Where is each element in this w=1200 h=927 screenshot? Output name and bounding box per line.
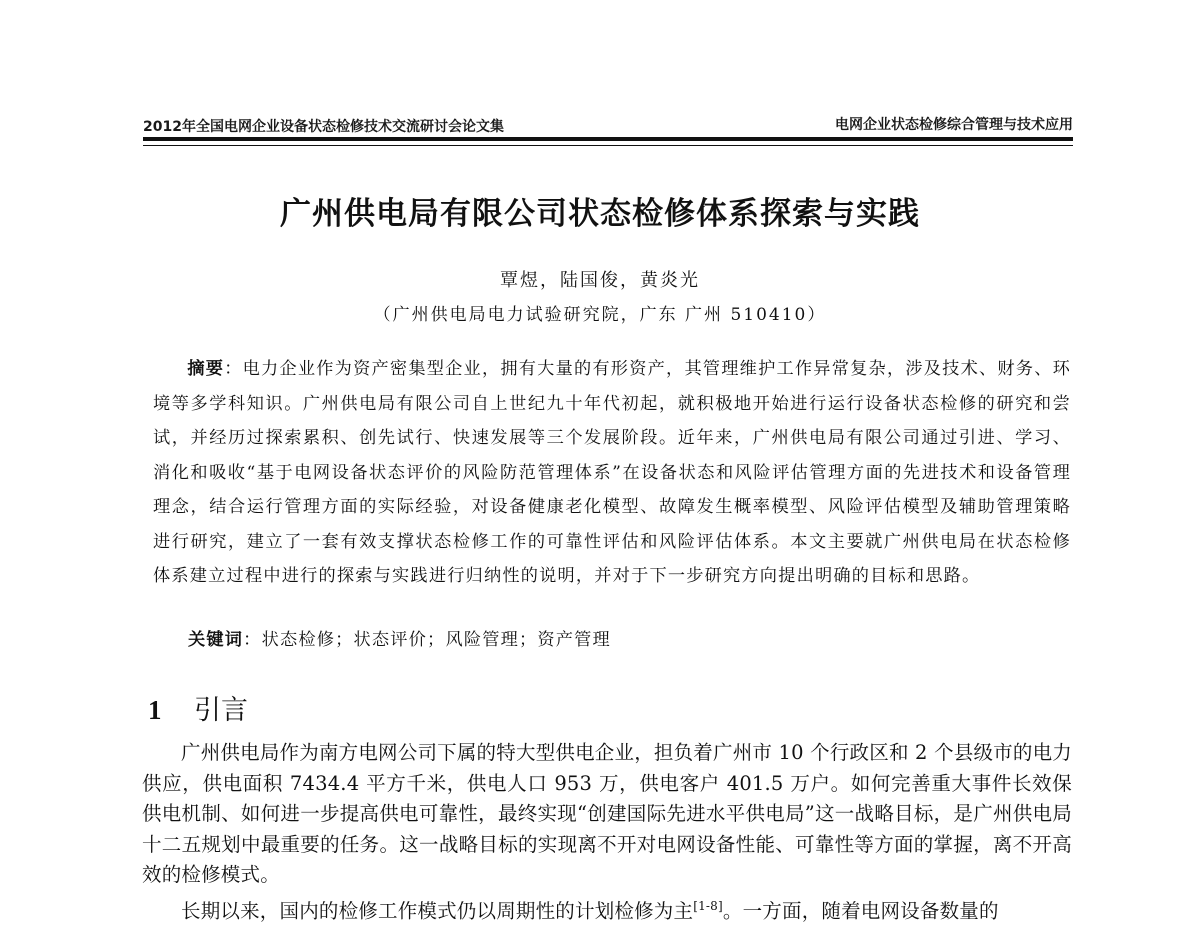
keywords-label: 关键词: [188, 630, 244, 650]
abstract-label-colon: ：: [224, 359, 243, 379]
header-rule-thin: [143, 145, 1073, 146]
header-rule-thick: [143, 137, 1073, 141]
paper-title: 广州供电局有限公司状态检修体系探索与实践: [280, 196, 920, 232]
paper-authors: 覃煜，陆国俊，黄炎光: [500, 270, 700, 291]
abstract: [153, 352, 1071, 594]
citation: [1-8]: [693, 898, 723, 913]
section-number: 1: [148, 695, 162, 725]
keywords-text: 状态检修；状态评价；风险管理；资产管理: [261, 630, 611, 650]
keywords: [188, 625, 611, 650]
paper-affiliation: （广州供电局电力试验研究院，广东 广州 510410）: [373, 305, 827, 325]
running-header: [143, 112, 1073, 136]
header-proceedings-title: 2012年全国电网企业设备状态检修技术交流研讨会论文集: [143, 119, 504, 135]
header-section-title: 电网企业状态检修综合管理与技术应用: [835, 117, 1073, 133]
body-paragraph: [142, 891, 1072, 927]
body-paragraph-text: 长期以来，国内的检修工作模式仍以周期性的计划检修为主: [181, 899, 694, 922]
body-paragraph: 广州供电局作为南方电网公司下属的特大型供电企业，担负着广州市 10 个行政区和 2 个县级市的电力供应，供电面积 7434.4 平方千米，供电人口 953 万，供电客户 401.5 万户。如何完善重大事件长效保供电机制、如何进一步提高供电可靠性，最终实现“创建国际先进水平供电局”这一战略目标，是广州供电局十二五规划中最重要的任务。这一战略目标的实现离不开对电网设备性能、可靠性等方面的掌握，离不开高效的检修模式。: [142, 741, 1072, 886]
abstract-label: 摘要: [187, 359, 225, 379]
keywords-label-colon: ：: [243, 630, 262, 650]
section-body: [142, 738, 1072, 927]
section-title: 引言: [194, 695, 248, 726]
section-heading: [148, 688, 248, 727]
body-paragraph-text: 。一方面，随着电网设备数量的: [722, 899, 999, 922]
abstract-text: 电力企业作为资产密集型企业，拥有大量的有形资产，其管理维护工作异常复杂，涉及技术、财务、环境等多学科知识。广州供电局有限公司自上世纪九十年代初起，就积极地开始进行运行设备状态检修的研究和尝试，并经历过探索累积、创先试行、快速发展等三个发展阶段。近年来，广州供电局有限公司通过引进、学习、消化和吸收“基于电网设备状态评价的风险防范管理体系”在设备状态和风险评估管理方面的先进技术和设备管理理念，结合运行管理方面的实际经验，对设备健康老化模型、故障发生概率模型、风险评估模型及辅助管理策略进行研究，建立了一套有效支撑状态检修工作的可靠性评估和风险评估体系。本文主要就广州供电局在状态检修体系建立过程中进行的探索与实践进行归纳性的说明，并对于下一步研究方向提出明确的目标和思路。: [153, 359, 1072, 586]
